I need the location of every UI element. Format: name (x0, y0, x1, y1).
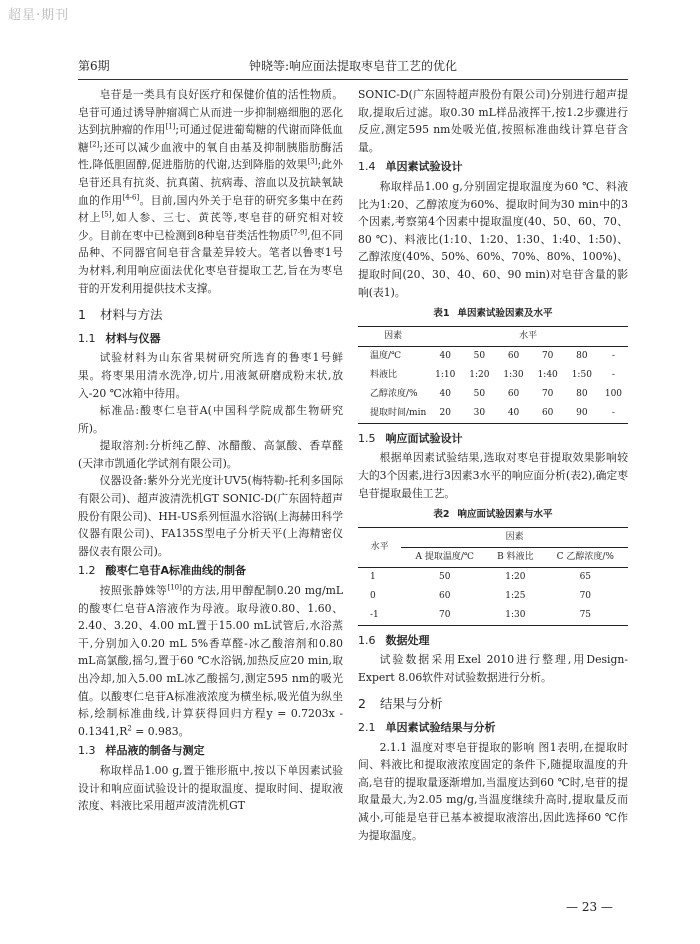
table-cell: 65 (579, 571, 592, 582)
table-cell: 80 (576, 350, 588, 361)
table-cell: 70 (541, 388, 554, 399)
issue-number: 第6期 (78, 59, 110, 73)
standard-paragraph: 标准品:酸枣仁皂苷A(中国科学院成都生物研究所)。 (78, 404, 343, 435)
section-heading-1-1: 1.1 材料与仪器 (78, 331, 161, 345)
section-heading-1-4: 1.4 单因素试验设计 (358, 160, 463, 174)
table-cell: 80 (576, 388, 588, 399)
intro-paragraph: 皂苷是一类具有良好医疗和保健价值的活性物质。皂苷可通过诱导肿瘤凋亡从而进一步抑制癌细胞的恶化达到抗肿瘤的作用[1];可通过促进葡萄糖的代谢而降低血糖[2];还可以减少血液中的氧自由基及抑制胰脂肪酶活性,降低胆固醇,促进脂肪的代谢,达到降脂的效果[3];此外皂苷还具有抗炎、抗真菌、抗病毒、溶血以及抗缺氧缺血的作用[4-6]。目前,国内外关于皂苷的研究多集中在药材上[5],如人参、三七、黄芪等,枣皂苷的研究相对较少。目前在枣中已检测到8种皂苷类活性物质[7-9],但不同品种、不同器官间皂苷含量差异较大。笔者以鲁枣1号为材料,利用响应面法优化枣皂苷提取工艺,旨在为枣皂苷的开发利用提供技术支撑。 (78, 88, 344, 295)
section-heading-2: 2 结果与分析 (358, 696, 443, 712)
sample-prep-continued: SONIC-D(广东固特超声股份有限公司)分别进行超声提取,提取后过滤。取0.30 mL样品液挥干,按1.2步骤进行反应,测定595 nm处吸光值,按照标准曲线计算皂苷含量。 (358, 88, 628, 154)
table-cell: - (611, 350, 615, 361)
table2-col-level: 水平 (358, 527, 401, 567)
table-row (358, 567, 628, 587)
materials-paragraph: 试验材料为山东省果树研究所选育的鲁枣1号鲜果。将枣果用清水洗净,切片,用液氮研磨成粉末状,放入-20 ℃冰箱中待用。 (78, 351, 343, 400)
table1 (358, 326, 628, 424)
table-cell: 1:30 (503, 369, 524, 380)
section-heading-1-6: 1.6 数据处理 (358, 633, 430, 647)
table-cell: 1:40 (537, 369, 558, 380)
standard-curve-paragraph: 按照张静姝等[10]的方法,用甲醇配制0.20 mg/mL的酸枣仁皂苷A溶液作为母液。取母液0.80、1.60、2.40、3.20、4.00 mL置于15.00 mL试管后,水浴蒸干,分别加入0.20 mL 5%香草醛-冰乙酸溶剂和0.80 mL高氯酸,摇匀,置于60 ℃水浴锅,加热反应20 min,取出冷却,加入5.00 mL冰乙酸摇匀,测定595 nm的吸光值。以酸枣仁皂苷A标准液浓度为横坐标,吸光值为纵坐标,绘制标准曲线,计算获得回归方程$y = 0.7203x - 0.1341,R^2 = 0.983$。 (78, 583, 343, 738)
table2-sub-b: B 料液比 (488, 547, 542, 567)
row-label: -1 (370, 609, 379, 620)
table-cell: 1:30 (505, 609, 526, 620)
table-row (358, 385, 628, 404)
temperature-result-paragraph: 2.1.1 温度对枣皂苷提取的影响 图1表明,在提取时间、料液比和提取液浓度固定的条件下,随提取温度的升高,皂苷的提取量逐渐增加,当温度达到60 ℃时,皂苷的提取量最大,为2.05 mg/g,当温度继续升高时,提取量反而减小,可能是皂苷已基本被提取液溶出,因此选择60 ℃作为提取温度。 (358, 740, 628, 842)
table-cell: 1:20 (469, 369, 490, 380)
row-label: 料液比 (370, 369, 398, 380)
data-processing-paragraph: 试验数据采用Exel 2010进行整理,用Design-Expert 8.06软件对试验数据进行分析。 (358, 653, 628, 684)
response-surface-paragraph: 根据单因素试验结果,选取对枣皂苷提取效果影响较大的3个因素,进行3因素3水平的响应面分析(表2),确定枣皂苷提取最佳工艺。 (358, 451, 628, 500)
row-label: 温度/℃ (370, 350, 402, 361)
sample-prep-paragraph: 称取样品1.00 g,置于锥形瓶中,按以下单因素试验设计和响应面试验设计的提取温度、提取时间、提取液浓度、料液比采用超声波清洗机GT (78, 763, 343, 813)
table-row (358, 606, 628, 626)
row-label: 1 (370, 571, 376, 582)
table-cell: 60 (507, 388, 520, 399)
table-cell: 40 (439, 350, 451, 361)
table-cell: 75 (579, 609, 592, 620)
table-cell: 90 (576, 407, 588, 418)
section-heading-1-3: 1.3 样品液的制备与测定 (78, 744, 205, 758)
instruments-paragraph: 仪器设备:紫外分光光度计UV5(梅特勒-托利多国际有限公司)、超声波清洗机GT SONIC-D(广东固特超声股份有限公司)、HH-US系列恒温水浴锅(上海赫田科学仪器有限公司)、FA135S型电子分析天平(上海精密仪器仪表有限公司)。 (78, 474, 343, 558)
table1-col-level: 水平 (428, 326, 628, 346)
left-column (78, 86, 343, 815)
table2-sub-a: A 提取温度/℃ (401, 547, 488, 567)
table-cell: 50 (438, 571, 451, 582)
table-cell: 100 (604, 388, 623, 399)
table-cell: 40 (507, 407, 520, 418)
table-cell: 60 (541, 407, 554, 418)
table-cell: - (611, 369, 615, 380)
table-cell: 50 (473, 388, 486, 399)
single-factor-paragraph: 称取样品1.00 g,分别固定提取温度为60 ℃、料液比为1:20、乙醇浓度为60%、提取时间为30 min中的3个因素,考察第4个因素中提取温度(40、50、60、70、80 ℃)、料液比(1:10、1:20、1:30、1:40、1:50)、乙醇浓度(40%、50%、60%、70%、80%、100%)、提取时间(20、30、40、60、90 min)对皂苷含量的影响(表1)。 (358, 179, 628, 299)
solvent-paragraph: 提取溶剂:分析纯乙醇、冰醋酸、高氯酸、香草醛(天津市凯通化学试剂有限公司)。 (78, 439, 343, 470)
running-title: 钟晓等:响应面法提取枣皂苷工艺的优化 (248, 59, 458, 73)
section-heading-1: 1 材料与方法 (78, 307, 163, 323)
table-cell: 70 (541, 350, 554, 361)
table2-col-factor: 因素 (401, 527, 628, 547)
table1-caption: 表1 单因素试验因素及水平 (433, 308, 553, 320)
table-cell: 50 (473, 350, 486, 361)
table-cell: 1:25 (505, 590, 526, 601)
section-heading-1-5: 1.5 响应面试验设计 (358, 431, 463, 445)
table-cell: - (611, 407, 615, 418)
row-label: 乙醇浓度/% (370, 388, 418, 399)
table-cell: 60 (438, 590, 451, 601)
table-cell: 70 (438, 609, 451, 620)
section-heading-1-2: 1.2 酸枣仁皂苷A标准曲线的制备 (78, 564, 247, 578)
table-cell: 60 (507, 350, 520, 361)
table-cell: 1:50 (571, 369, 592, 380)
table2 (358, 527, 628, 626)
table-row (358, 587, 628, 606)
section-heading-2-1: 2.1 单因素试验结果与分析 (358, 721, 496, 735)
table1-col-factor: 因素 (358, 326, 428, 346)
row-label: 提取时间/min (370, 407, 427, 418)
row-label: 0 (370, 590, 376, 601)
table-row (358, 346, 628, 366)
table-row (358, 366, 628, 385)
table-cell: 30 (473, 407, 486, 418)
table-cell: 1:10 (435, 369, 456, 380)
table2-sub-c: C 乙醇浓度/% (543, 547, 628, 567)
table-cell: 40 (439, 388, 451, 399)
table-row (358, 404, 628, 424)
watermark: 超星·期刊 (8, 8, 70, 23)
table-cell: 1:20 (505, 571, 526, 582)
table2-caption: 表2 响应面试验因素与水平 (433, 509, 553, 521)
right-column (358, 86, 628, 844)
page-header (78, 48, 628, 80)
table-cell: 20 (439, 407, 451, 418)
table-cell: 70 (579, 590, 592, 601)
page-number: — 23 — (566, 900, 613, 914)
